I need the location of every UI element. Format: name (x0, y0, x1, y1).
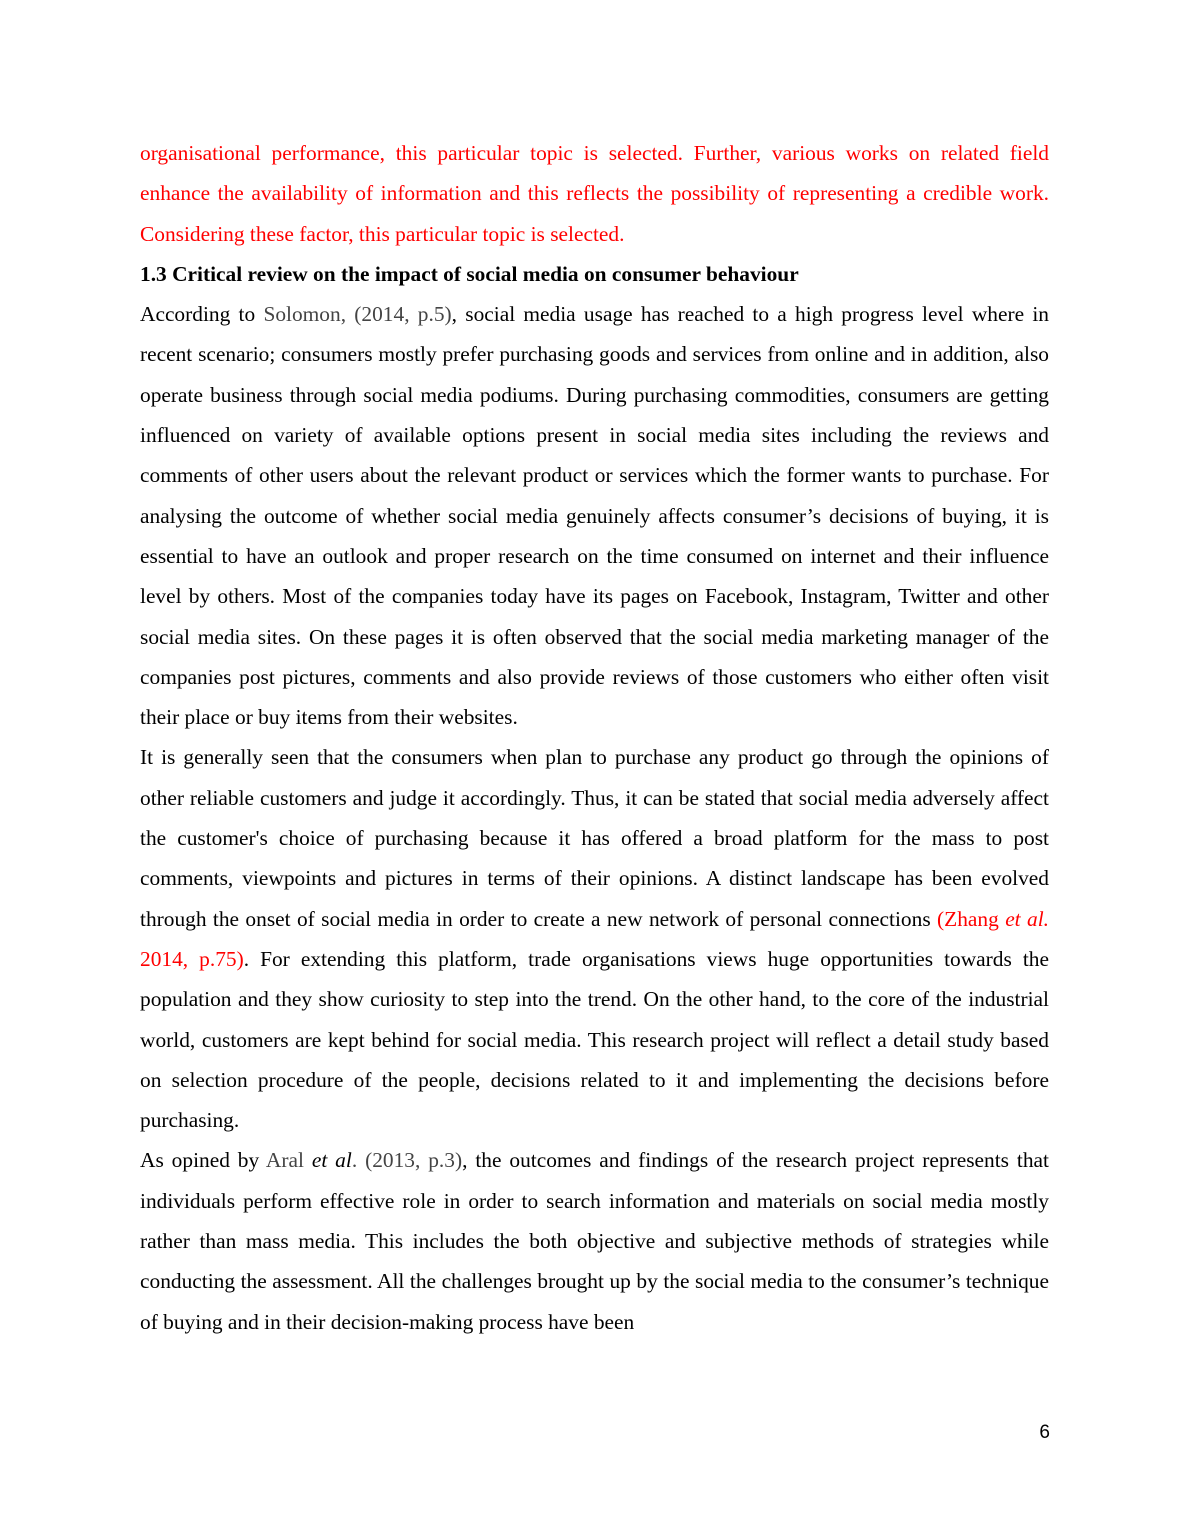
citation-zhang-open: (Zhang (937, 906, 1006, 931)
paragraph-3 (140, 1140, 1049, 1341)
citation-aral-author: Aral (265, 1148, 312, 1173)
paragraph-2-before: It is generally seen that the consumers when plan to purchase any product go through the opinions of other reliable customers and judge it accordingly. Thus, it can be stated that social media adversely affect the customer's choice of purchasing because it has offered a broad platform for the mass to post comments, viewpoints and pictures in terms of their opinions. A distinct landscape has been evolved through the onset of social media in order to create a new network of personal connections (140, 745, 1049, 931)
paragraph-2 (140, 737, 1049, 1140)
citation-aral-etal: et al (311, 1148, 352, 1173)
section-heading: 1.3 Critical review on the impact of social media on consumer behaviour (140, 261, 799, 286)
paragraph-1-body: , social media usage has reached to a high progress level where in recent scenario; consumers mostly prefer purchasing goods and services from online and in addition, also operate business through social media podiums. During purchasing commodities, consumers are getting influenced on variety of available options present in social media sites including the reviews and comments of other users about the relevant product or services which the former wants to purchase. For analysing the outcome of whether social media genuinely affects consumer’s decisions of buying, it is essential to have an outlook and proper research on the time consumed on internet and their influence level by others. Most of the companies today have its pages on Facebook, Instagram, Twitter and other social media sites. On these pages it is often observed that the social media marketing manager of the companies post pictures, comments and also provide reviews of those customers who either often visit their place or buy items from their websites. (140, 302, 1049, 730)
citation-solomon: Solomon, (2014, p.5) (263, 302, 452, 327)
intro-paragraph: organisational performance, this particular topic is selected. Further, various works on related field enhance the availability of information and this reflects the possibility of representing a credible work. Considering these factor, this particular topic is selected. (140, 141, 1049, 246)
document-body (140, 133, 1049, 1342)
paragraph-1 (140, 294, 1049, 737)
paragraph-3-lead: As opined by (140, 1148, 266, 1173)
citation-zhang-etal: et al. (1005, 906, 1049, 931)
citation-zhang-close: 2014, p.75) (140, 946, 244, 971)
citation-aral-year: . (2013, p.3) (351, 1148, 463, 1173)
paragraph-1-lead: According to (140, 302, 264, 327)
paragraph-2-after: . For extending this platform, trade organisations views huge opportunities towards the population and they show curiosity to step into the trend. On the other hand, to the core of the industrial world, customers are kept behind for social media. This research project will reflect a detail study based on selection procedure of the people, decisions related to it and implementing the decisions before purchasing. (140, 946, 1049, 1133)
page-number: 6 (1039, 1422, 1050, 1443)
paragraph-3-body: , the outcomes and findings of the research project represents that individuals perform effective role in order to search information and materials on social media mostly rather than mass media. This includes the both objective and subjective methods of strategies while conducting the assessment. All the challenges brought up by the social media to the consumer’s technique of buying and in their decision-making process have been (140, 1148, 1049, 1334)
